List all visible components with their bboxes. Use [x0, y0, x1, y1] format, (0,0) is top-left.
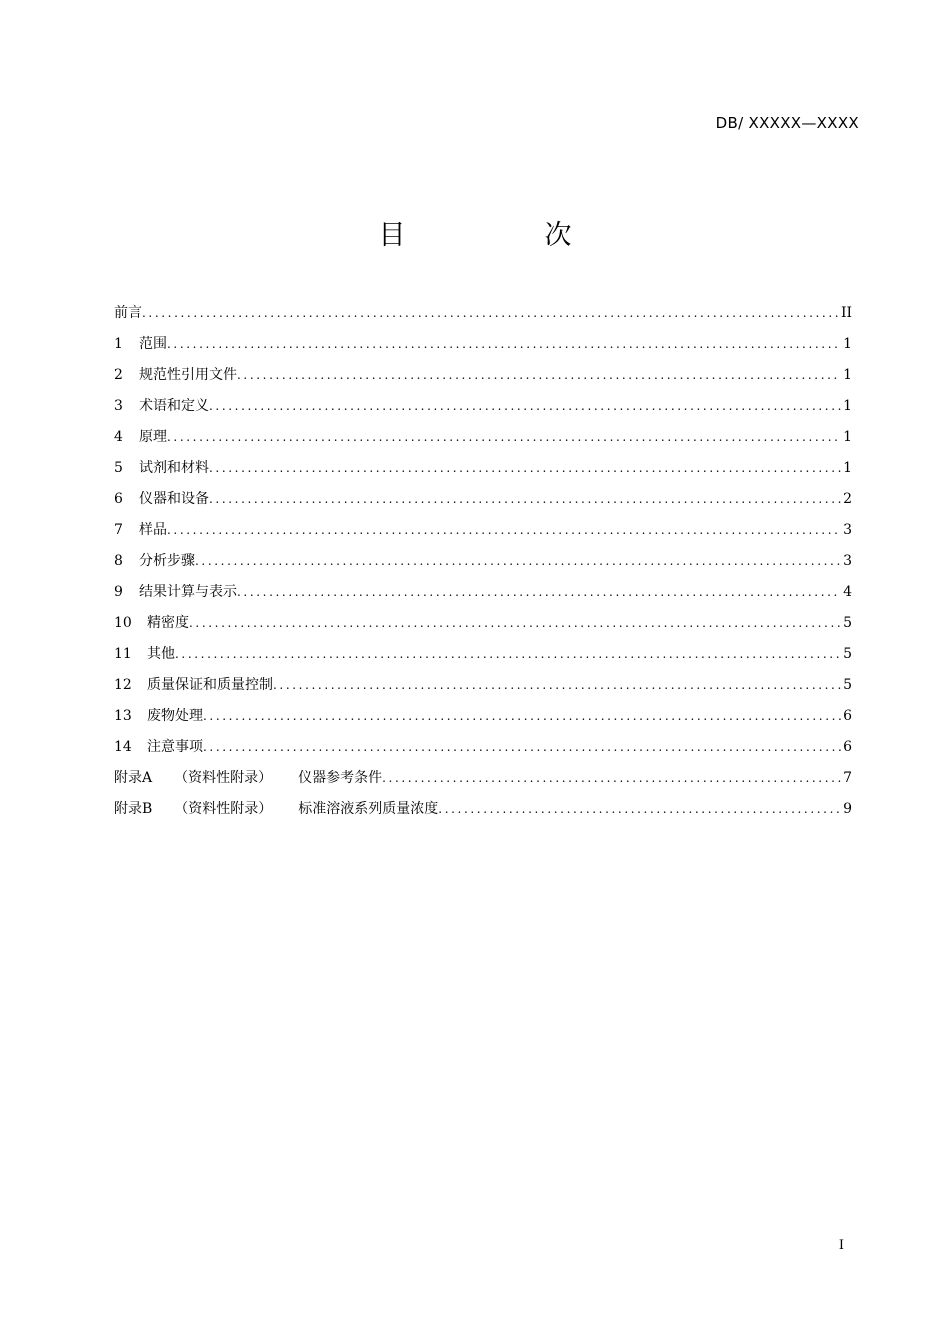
page-number: I [838, 1238, 844, 1253]
toc-entry-annex-type: （资料性附录） [174, 801, 273, 817]
toc-entry-label: 术语和定义 [139, 398, 209, 414]
toc-leader-dots [203, 740, 841, 754]
toc-leader-dots [209, 461, 841, 475]
toc-entry-page: 1 [843, 367, 852, 383]
toc-leader-dots [167, 337, 841, 351]
toc-entry-number: 6 [114, 491, 123, 507]
toc-entry-page: II [840, 305, 852, 321]
document-code: DB/ XXXXX—XXXX [715, 114, 859, 132]
toc-entry-label: 质量保证和质量控制 [147, 677, 273, 693]
toc-entry-label: 分析步骤 [139, 553, 195, 569]
toc-entry-number: 2 [114, 367, 123, 383]
toc-entry-annex-type: （资料性附录） [174, 770, 273, 786]
toc-entry-10[interactable] [114, 612, 852, 643]
toc-entry-label: 前言 [114, 305, 142, 321]
toc-leader-dots [382, 771, 841, 785]
toc-entry-13[interactable] [114, 705, 852, 736]
toc-entry-1[interactable] [114, 333, 852, 364]
toc-entry-6[interactable] [114, 488, 852, 519]
toc-leader-dots [209, 492, 841, 506]
toc-entry-7[interactable] [114, 519, 852, 550]
toc-entry-4[interactable] [114, 426, 852, 457]
toc-entry-annex-title: 仪器参考条件 [298, 770, 383, 786]
toc-entry-12[interactable] [114, 674, 852, 705]
toc-entry-11[interactable] [114, 643, 852, 674]
toc-leader-dots [203, 709, 841, 723]
toc-entry-label: 附录B [114, 801, 153, 817]
toc-entry-page: 6 [843, 739, 852, 755]
toc-leader-dots [237, 585, 841, 599]
toc-entry-label: 结果计算与表示 [139, 584, 237, 600]
toc-entry-5[interactable] [114, 457, 852, 488]
toc-entry-page: 3 [843, 553, 852, 569]
toc-entry-annex-title: 标准溶液系列质量浓度 [298, 801, 439, 817]
toc-leader-dots [273, 678, 841, 692]
toc-entry-page: 9 [843, 801, 852, 817]
toc-entry-number: 10 [114, 615, 132, 631]
toc-entry-page: 1 [843, 336, 852, 352]
toc-entry-page: 1 [843, 460, 852, 476]
toc-entry-page: 7 [843, 770, 852, 786]
toc-leader-dots [167, 430, 841, 444]
toc-leader-dots [237, 368, 841, 382]
toc-entry-appendix-a[interactable] [114, 767, 852, 798]
page-title: 目 次 [378, 220, 628, 251]
toc-entry-number: 12 [114, 677, 132, 693]
toc-leader-dots [438, 802, 841, 816]
toc-leader-dots [195, 554, 841, 568]
toc-entry-page: 6 [843, 708, 852, 724]
toc-entry-number: 8 [114, 553, 123, 569]
toc-entry-appendix-b[interactable] [114, 798, 852, 829]
toc-leader-dots [167, 523, 841, 537]
toc-entry-page: 5 [843, 646, 852, 662]
toc-entry-number: 4 [114, 429, 123, 445]
toc-entry-number: 11 [114, 646, 132, 662]
toc-entry-label: 范围 [139, 336, 167, 352]
toc-entry-page: 1 [843, 429, 852, 445]
toc-entry-label: 原理 [139, 429, 167, 445]
toc-leader-dots [209, 399, 841, 413]
toc-entry-label: 附录A [114, 770, 153, 786]
toc-entry-number: 13 [114, 708, 132, 724]
toc-entry-page: 3 [843, 522, 852, 538]
toc-entry-page: 5 [843, 677, 852, 693]
toc-leader-dots [175, 647, 841, 661]
toc-entry-label: 仪器和设备 [139, 491, 209, 507]
toc-entry-number: 7 [114, 522, 123, 538]
table-of-contents [114, 302, 852, 829]
toc-entry-number: 5 [114, 460, 123, 476]
toc-entry-label: 注意事项 [147, 739, 203, 755]
toc-entry-number: 14 [114, 739, 132, 755]
toc-entry-3[interactable] [114, 395, 852, 426]
toc-entry-label: 样品 [139, 522, 167, 538]
toc-entry-number: 9 [114, 584, 123, 600]
toc-entry-page: 4 [843, 584, 852, 600]
toc-entry-label: 精密度 [147, 615, 189, 631]
toc-entry-page: 1 [843, 398, 852, 414]
toc-entry-page: 5 [843, 615, 852, 631]
toc-entry-label: 其他 [147, 646, 175, 662]
toc-leader-dots [142, 306, 839, 320]
toc-entry-8[interactable] [114, 550, 852, 581]
toc-entry-2[interactable] [114, 364, 852, 395]
toc-leader-dots [189, 616, 841, 630]
toc-entry-label: 废物处理 [147, 708, 203, 724]
toc-entry-foreword[interactable] [114, 302, 852, 333]
toc-entry-page: 2 [843, 491, 852, 507]
toc-entry-number: 3 [114, 398, 123, 414]
toc-entry-number: 1 [114, 336, 123, 352]
toc-entry-14[interactable] [114, 736, 852, 767]
toc-entry-label: 试剂和材料 [139, 460, 209, 476]
toc-entry-label: 规范性引用文件 [139, 367, 237, 383]
toc-entry-9[interactable] [114, 581, 852, 612]
